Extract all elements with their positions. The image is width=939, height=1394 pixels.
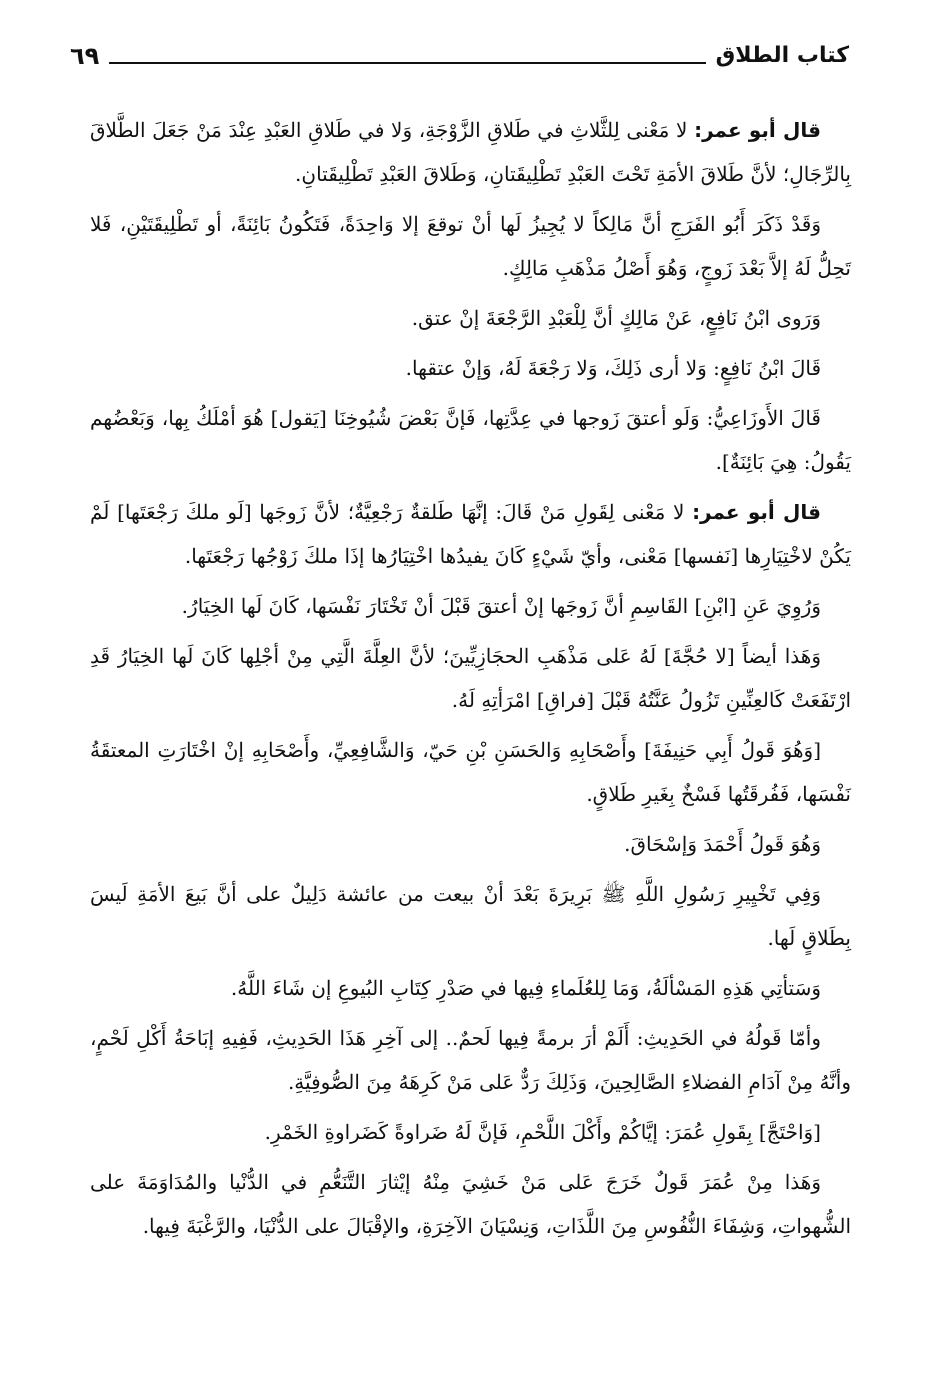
paragraph-text: وَهَذا مِنْ عُمَرَ قَولٌ خَرَجَ عَلى مَنْ خَشِيَ مِنْهُ إيْثارَ التَّنَعُّمِ في الدُّنْيا والمُدَاوَمَةَ على الشُّهواتِ، وَشِفَاءَ النُّفُوسِ مِنَ اللَّذَاتِ، وَنِسْيَانَ الآخِرَةِ، والإقْبَالَ على الدُّنْيَا، والرَّغْبَةَ فِيها. (90, 1170, 851, 1238)
speaker-label: قال أبو عمر: (692, 500, 821, 524)
header-rule (109, 62, 705, 64)
paragraph (90, 728, 851, 816)
paragraph (90, 1016, 851, 1104)
page-header (70, 36, 849, 70)
paragraph-text: لا مَعْنى لِلثَّلاثِ في طَلاقِ الزَّوْجَةِ، وَلا في طَلاقِ العَبْدِ عِنْدَ مَنْ جَعَلَ الطَّلاقَ بِالرِّجَالِ؛ لأنَّ طَلاقَ الأمَةِ تَحْتَ العَبْدِ تَطْلِيقَتانِ، وَطَلاقَ العَبْدِ تَطْلِيقَتانِ. (90, 118, 851, 186)
paragraph-text: قَالَ الأَوزَاعِيُّ: وَلَو أعتقَ زَوجها في عِدَّتِها، فَإنَّ بَعْضَ شُيُوخِنَا [يَقول] هُوَ أمْلَكُ بِها، وَبَعْضُهم يَقُولُ: هِيَ بَائِنَةٌ]. (90, 406, 851, 474)
paragraph-text: وَقَدْ ذَكَرَ أَبُو الفَرَجِ أنَّ مَالِكاً لا يُجِيزُ لَها أنْ توقعَ إلا وَاحِدَةً، فَتَكُونُ بَائِنَةً، أو تَطْلِيقَتَيْنِ، فَلا تَحِلُّ لَهُ إلاَّ بَعْدَ زَوجٍ، وَهُوَ أَصْلُ مَذْهَبِ مَالِكٍ. (90, 212, 851, 280)
paragraph (90, 202, 851, 290)
paragraph-text: وَهَذا أيضاً [لا حُجَّةَ] لَهُ عَلى مَذْهَبِ الحجَازِيِّينَ؛ لأنَّ العِلَّةَ الَّتِي مِنْ أجْلِها كَانَ لَها الخِيَارُ قَدِ ارْتَفَعَتْ كَالعِنِّينِ تَزُولُ عَنَّتُهُ قَبْلَ [فراقِ] امْرَأتِهِ لَهُ. (90, 644, 851, 712)
paragraph-text: لا مَعْنى لِقَولِ مَنْ قَالَ: إنَّهَا طَلقةٌ رَجْعِيَّةٌ؛ لأنَّ زَوجَها [لَو ملكَ رَجْعَتَها] لَمْ يَكُنْ لاخْتِيَارِها [نَفسها] مَعْنى، وأيّ شَيْءٍ كَانَ يفيدُها اخْتِيَارُها إذَا ملكَ زَوْجُها رَجْعَتَها. (90, 500, 851, 568)
paragraph-text: وَفِي تَخْيِيرِ رَسُولِ اللَّهِ ﷺ بَرِيرَةَ بَعْدَ أنْ بيعت من عائشة دَلِيلٌ على أنَّ بَيعَ الأمَةِ لَيسَ بِطَلاقٍ لَها. (90, 882, 851, 950)
paragraph (90, 966, 851, 1010)
paragraph-text: قَالَ ابْنُ نَافِعٍ: وَلا أرى ذَلِكَ، وَلا رَجْعَةَ لَهُ، وَإنْ عتقها. (405, 356, 821, 380)
paragraph (90, 634, 851, 722)
paragraph-text: وأمّا قَولُهُ في الحَدِيثِ: أَلَمْ أرَ برمةً فِيها لَحمٌ.. إلى آخِرِ هَذَا الحَدِيثِ، فَفِيهِ إبَاحَةُ أَكْلِ لَحْمٍ، وأنَّهُ مِنْ آدَامِ الفضلاءِ الصَّالِحِينَ، وَذَلِكَ رَدٌّ عَلى مَنْ كَرِهَهُ مِنَ الصُّوفِيَّةِ. (90, 1026, 851, 1094)
paragraph-text: وَرُوِيَ عَنِ [ابْنِ] القَاسِمِ أنَّ زَوجَها إنْ أعتقَ قَبْلَ أنْ تَخْتَارَ نَفْسَها، كَانَ لَها الخِيَارُ. (181, 594, 821, 618)
paragraph (90, 296, 851, 340)
paragraph-text: [وَاحْتَجَّ] بِقَولِ عُمَرَ: إيَّاكُمْ وأَكْلَ اللَّحْمِ، فَإنَّ لَهُ ضَراوةً كَضَراوةِ الخَمْرِ. (264, 1120, 821, 1144)
paragraph-text: [وَهُوَ قَولُ أَبِي حَنِيفَةَ] وأَصْحَابِهِ وَالحَسَنِ بْنِ حَيّ، وَالشَّافِعِيِّ، وأَصْحَابِهِ إنْ اخْتَارَتِ المعتقَةُ نَفْسَها، فَفُرقَتُها فَسْخٌ بِغَيرِ طَلاقٍ. (90, 738, 851, 806)
paragraph (90, 872, 851, 960)
paragraph (90, 822, 851, 866)
paragraph (90, 1160, 851, 1248)
paragraph (90, 396, 851, 484)
page-body (90, 108, 851, 1254)
running-title: كتاب الطلاق (715, 43, 849, 68)
paragraph-text: وَرَوى ابْنُ نَافِعٍ، عَنْ مَالِكٍ أنَّ لِلْعَبْدِ الرَّجْعَةَ إنْ عتق. (411, 306, 821, 330)
paragraph (90, 584, 851, 628)
paragraph (90, 1110, 851, 1154)
speaker-label: قال أبو عمر: (694, 118, 821, 142)
paragraph (90, 346, 851, 390)
paragraph (90, 490, 851, 578)
paragraph-text: وَسَتأتِي هَذِهِ المَسْألَةُ، وَمَا لِلعُلَماءِ فِيها في صَدْرِ كِتَابِ البُيوعِ إن شَاءَ اللَّهُ. (230, 976, 821, 1000)
paragraph (90, 108, 851, 196)
page-number: ٦٩ (70, 42, 100, 70)
paragraph-text: وَهُوَ قَولُ أَحْمَدَ وَإسْحَاقَ. (624, 832, 821, 856)
